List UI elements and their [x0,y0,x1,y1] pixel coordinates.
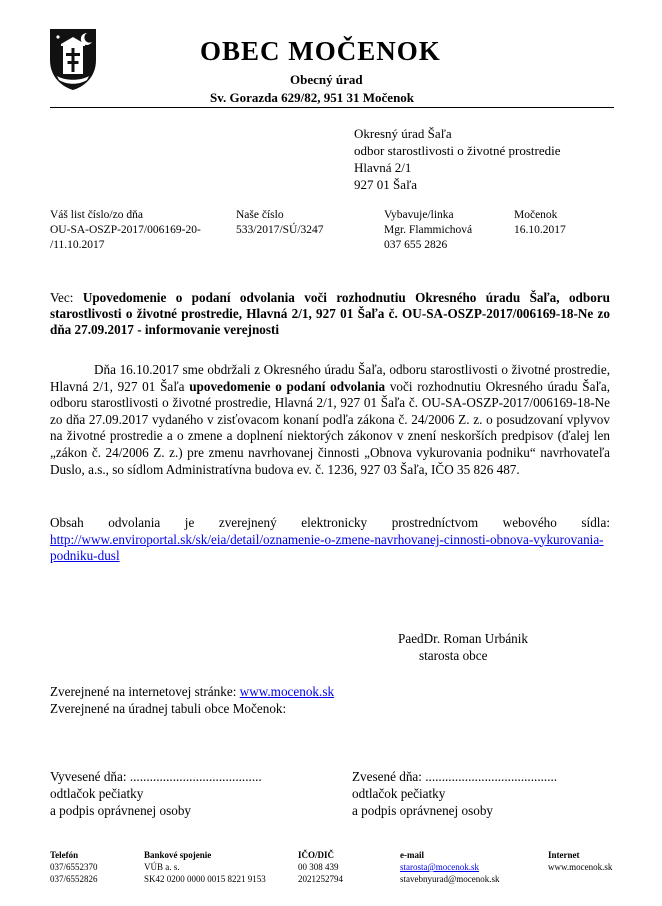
footer-value: 037/6552826 [50,874,98,884]
municipality-title: OBEC MOČENOK [200,36,441,66]
your-letter-label: Váš list číslo/zo dňa [50,209,143,221]
footer-value: 2021252794 [298,874,343,884]
recipient-line: Okresný úrad Šaľa [354,126,452,141]
footer-bank [144,849,266,885]
removed-date: Zvesené dňa: ........................................ [352,769,558,784]
recipient-line: odbor starostlivosti o životné prostredie [354,143,561,158]
footer-label: e-mail [400,850,424,860]
enviroportal-link[interactable]: http://www.enviroportal.sk/sk/eia/detail/oznamenie-o-zmene-navrhovanej-cinnosti-obnova-vykurovania-podniku-dusl [50,531,604,564]
signatory-name: PaedDr. Roman Urbánik [398,631,529,646]
recipient-line: 927 01 Šaľa [354,177,418,192]
posted-stamp: odtlačok pečiatky [50,786,144,801]
office-name: Obecný úrad [290,72,363,87]
body-paragraph-2 [50,515,610,565]
footer-value: www.mocenok.sk [548,862,613,872]
footer-value: SK42 0200 0000 0015 8221 9153 [144,874,266,884]
footer-label: Telefón [50,850,79,860]
removed-stamp: odtlačok pečiatky [352,786,446,801]
date-value: 16.10.2017 [514,224,566,236]
header-divider [50,107,614,108]
body-bold-text: upovedomenie o podaní odvolania [189,378,386,394]
mocenok-website-link[interactable]: www.mocenok.sk [239,684,335,699]
recipient-line: Hlavná 2/1 [354,160,412,175]
footer-value: stavebnyurad@mocenok.sk [400,874,500,884]
your-letter-ref [50,208,201,253]
handler-label: Vybavuje/linka [384,209,454,221]
signatory-role: starosta obce [419,648,488,663]
footer-label: IČO/DIČ [298,850,335,860]
your-letter-value: /11.10.2017 [50,239,105,251]
email-link[interactable]: starosta@mocenok.sk [400,862,480,872]
office-address: Sv. Gorazda 629/82, 951 31 Močenok [210,90,415,105]
footer-email [400,849,500,885]
our-number-ref [236,208,324,238]
letter-subject [50,290,610,338]
handler-ref [384,208,472,253]
footer-internet [548,849,612,873]
posted-block [50,768,262,819]
published-web-label: Zverejnené na internetovej stránke: [50,684,240,699]
place-label: Močenok [514,209,558,221]
subject-prefix: Vec: [50,290,83,305]
removed-signature: a podpis oprávnenej osoby [352,803,494,818]
footer-value: VÚB a. s. [144,862,180,872]
place-date-ref [514,208,566,238]
footer-label: Internet [548,850,580,860]
posted-date: Vyvesené dňa: ........................................ [50,769,262,784]
published-board: Zverejnené na úradnej tabuli obce Močenok: [50,701,287,716]
our-number-label: Naše číslo [236,209,284,221]
body-text: Dňa 16.10.2017 sme obdržali z Okresného úradu Šaľa, odboru starostlivosti o životné prostredie, Hlavná 2/1, 927 01 Šaľa [50,362,610,394]
body-paragraph-1 [50,362,610,478]
removed-block [352,768,557,819]
handler-phone: 037 655 2826 [384,239,448,251]
footer-phone [50,849,98,885]
published-web [50,684,334,700]
handler-name: Mgr. Flammichová [384,224,473,236]
footer-ico [298,849,343,885]
recipient-address [354,125,561,193]
your-letter-value: OU-SA-OSZP-2017/006169-20- [50,224,201,236]
body-text: Obsah odvolania je zverejnený elektronicky prostredníctvom webového sídla: [50,515,610,530]
posted-signature: a podpis oprávnenej osoby [50,803,192,818]
subject-text: Upovedomenie o podaní odvolania voči rozhodnutiu Okresného úradu Šaľa, odboru starostlivosti o životné prostredie, Hlavná 2/1, 927 01 Šaľa č. OU-SA-OSZP-2017/006169-18-Ne zo dňa 27.09.2017 - informovanie verejnosti [50,290,610,337]
footer-value: 037/6552370 [50,862,98,872]
footer-value: 00 308 439 [298,862,339,872]
body-text: voči rozhodnutiu Okresného úradu Šaľa, odboru starostlivosti o životné prostredie, Hlavná 2/1, 927 01 Šaľa č. OU-SA-OSZP-2017/006169-18-Ne zo dňa 27.09.2017 vydaného v zisťovacom konaní podľa zákona č. 24/2006 Z. z. o posudzovaní vplyvov na životné prostredie a o zmene a doplnení niektorých zákonov v znení neskorších predpisov (ďalej len „zákon č. 24/2006 Z. z.) pre zmenu navrhovanej činnosti „Obnova vykurovania podniku“ navrhovateľa Duslo, a.s., so sídlom Administratívna budova ev. č. 1236, 927 03 Šaľa, IČO 35 826 487. [50,378,610,477]
our-number-value: 533/2017/SÚ/3247 [236,224,324,236]
coat-of-arms-logo [47,26,99,92]
footer-label: Bankové spojenie [144,850,212,860]
